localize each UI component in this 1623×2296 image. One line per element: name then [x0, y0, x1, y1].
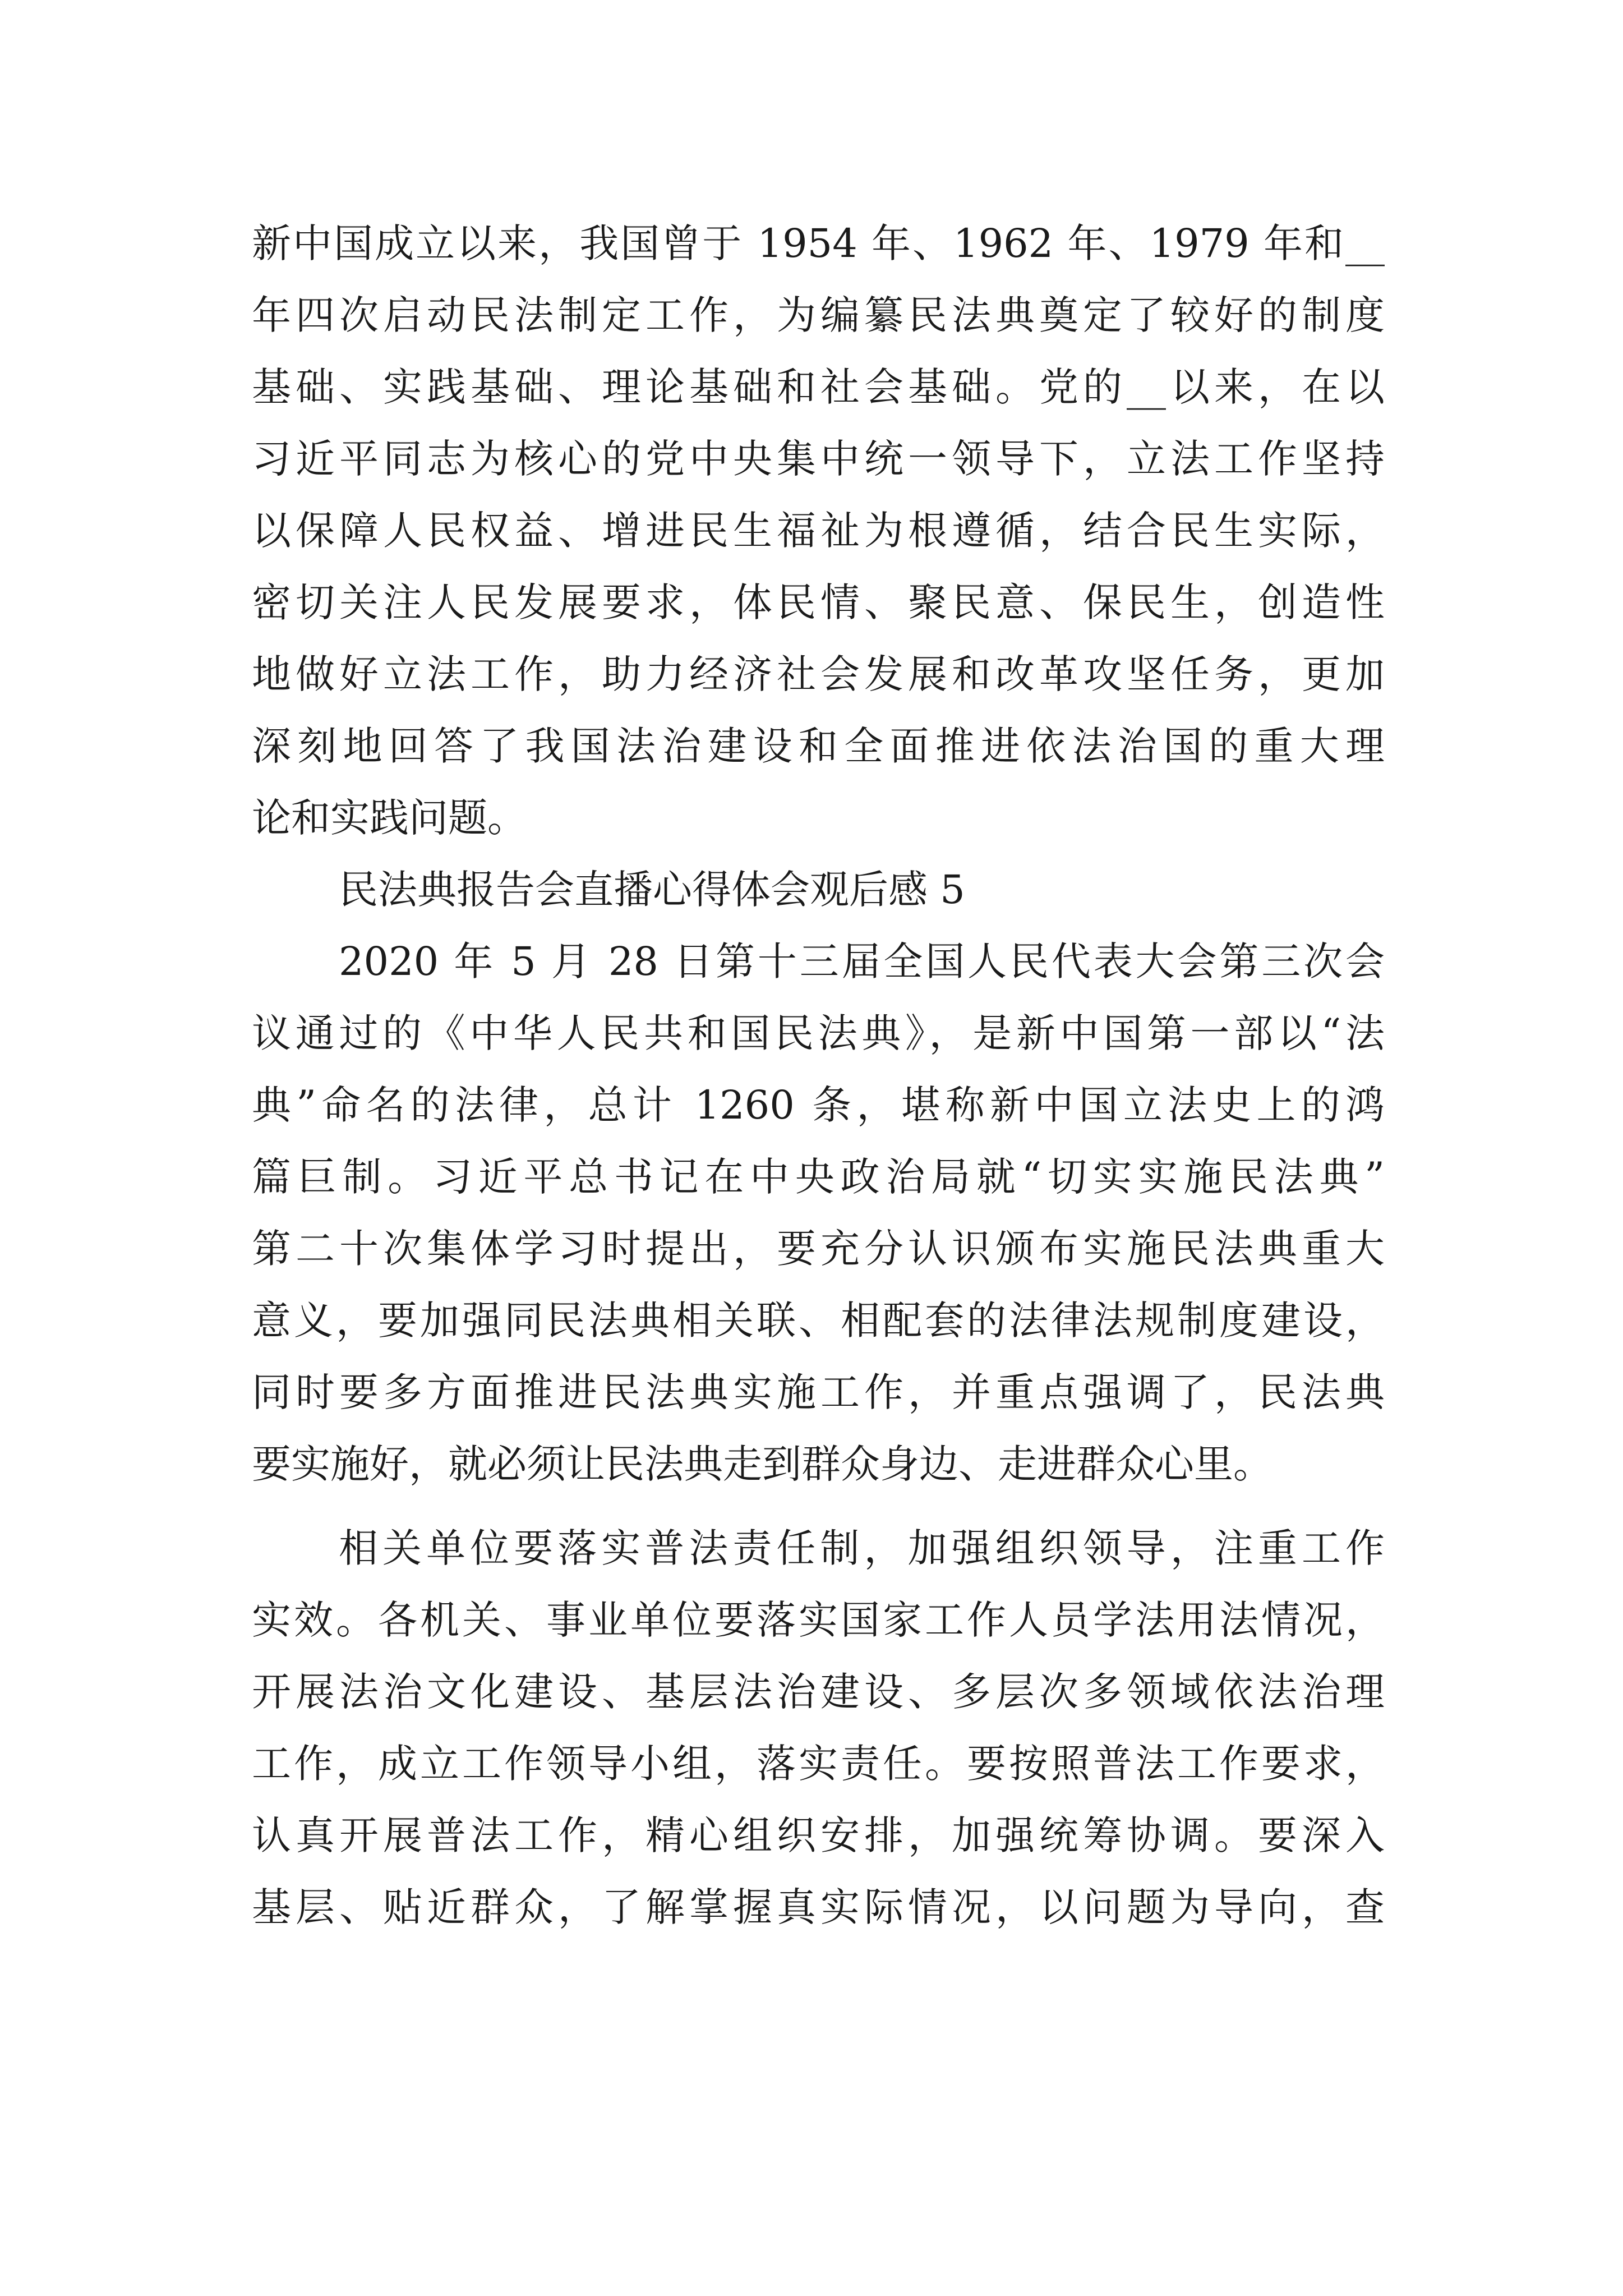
text-line: 新中国成立以来，我国曾于 1954 年、1962 年、1979 年和__ — [252, 220, 1385, 266]
text-line: 意义，要加强同民法典相关联、相配套的法律法规制度建设， — [252, 1297, 1385, 1343]
text-line: 年四次启动民法制定工作，为编纂民法典奠定了较好的制度 — [252, 292, 1385, 338]
text-line: 2020 年 5 月 28 日第十三届全国人民代表大会第三次会 — [339, 938, 1385, 984]
text-line: 要实施好，就必须让民法典走到群众身边、走进群众心里。 — [252, 1441, 1272, 1487]
text-line: 第二十次集体学习时提出，要充分认识颁布实施民法典重大 — [252, 1226, 1385, 1272]
paragraph-responsibility — [252, 1512, 1385, 1943]
text-line: 典”命名的法律，总计 1260 条，堪称新中国立法史上的鸿 — [252, 1082, 1385, 1128]
text-line: 密切关注人民发展要求，体民情、聚民意、保民生，创造性 — [252, 579, 1385, 625]
paragraph-history — [252, 208, 1385, 854]
text-line: 认真开展普法工作，精心组织安排，加强统筹协调。要深入 — [252, 1812, 1385, 1858]
section-heading — [252, 854, 1385, 926]
text-line: 地做好立法工作，助力经济社会发展和改革攻坚任务，更加 — [252, 651, 1385, 697]
paragraph-civil-code — [252, 926, 1385, 1500]
text-line: 篇巨制。习近平总书记在中央政治局就“切实实施民法典” — [252, 1154, 1385, 1200]
text-line: 工作，成立工作领导小组，落实责任。要按照普法工作要求， — [252, 1741, 1385, 1787]
text-line: 论和实践问题。 — [252, 795, 527, 841]
text-line: 以保障人民权益、增进民生福祉为根遵循，结合民生实际， — [252, 508, 1385, 554]
text-line: 基层、贴近群众，了解掌握真实际情况，以问题为导向，查 — [252, 1884, 1385, 1930]
text-line: 深刻地回答了我国法治建设和全面推进依法治国的重大理 — [252, 723, 1385, 769]
text-line: 开展法治文化建设、基层法治建设、多层次多领域依法治理 — [252, 1669, 1385, 1715]
text-line: 议通过的《中华人民共和国民法典》，是新中国第一部以“法 — [252, 1010, 1385, 1056]
heading-text: 民法典报告会直播心得体会观后感 5 — [339, 867, 965, 913]
paragraph-gap — [252, 1500, 1385, 1512]
text-line: 基础、实践基础、理论基础和社会基础。党的__以来，在以 — [252, 364, 1385, 410]
text-line: 习近平同志为核心的党中央集中统一领导下，立法工作坚持 — [252, 436, 1385, 482]
text-line: 实效。各机关、事业单位要落实国家工作人员学法用法情况， — [252, 1597, 1385, 1643]
text-line: 相关单位要落实普法责任制，加强组织领导，注重工作 — [339, 1525, 1385, 1571]
document-body — [252, 208, 1385, 1943]
text-line: 同时要多方面推进民法典实施工作，并重点强调了，民法典 — [252, 1369, 1385, 1415]
